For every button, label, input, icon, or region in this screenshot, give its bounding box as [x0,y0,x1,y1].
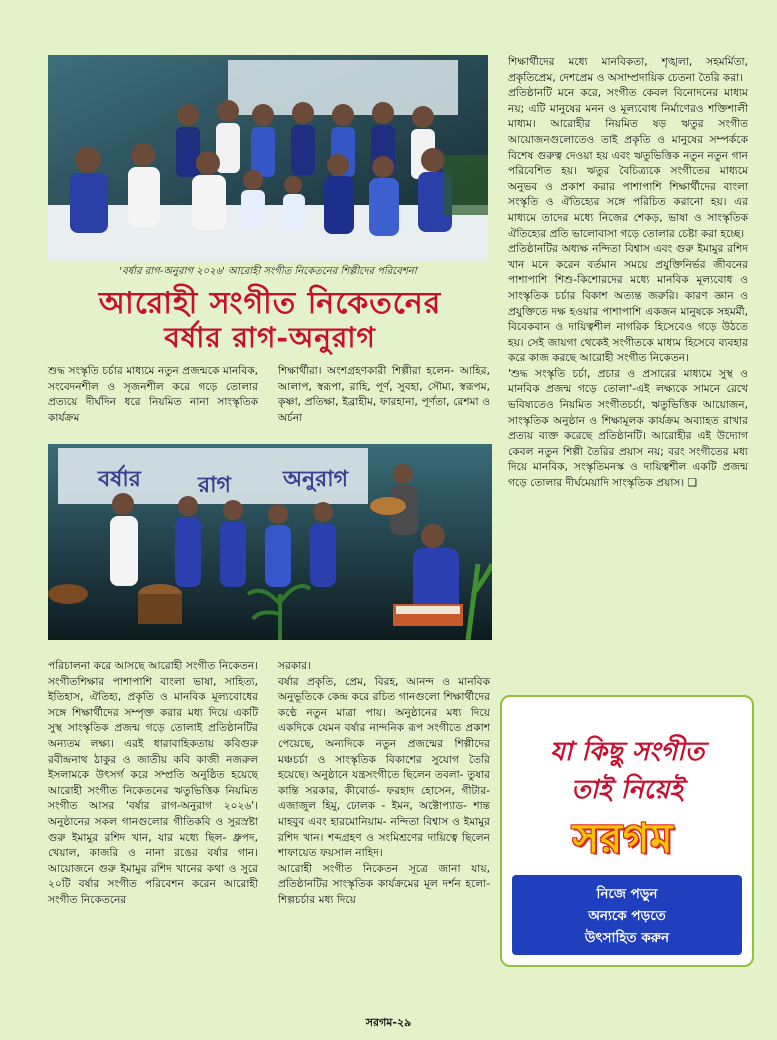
ad-call-to-action [512,875,742,955]
ad-cta-line-1: নিজে পড়ুন [596,886,658,902]
sargam-logo-text: সরগম [572,814,674,862]
sargam-ad [500,695,754,967]
article-paragraph: শিক্ষার্থীদের মধ্যে মানবিকতা, শৃঙ্খলা, সহমর্মিতা, প্রকৃতিপ্রেম, দেশপ্রেম ও অসাম্প্রদায়িক চেতনা তৈরি করা। [508,56,748,84]
article-paragraph: সরকার। [278,660,311,672]
article-paragraph: শুদ্ধ সংস্কৃতি চর্চার মাধ্যমে নতুন প্রজন্মকে মানবিক, সংবেদনশীল ও সৃজনশীল করে গড়ে তোলার প্রত্যয়ে দীর্ঘদিন ধরে নিয়মিত নানা সাংস্কৃতিক কার্যক্রম [48,365,258,424]
ad-slogan-line-2: তাই নিয়েই [571,775,683,805]
article-col1-top [48,364,258,426]
article-paragraph: প্রতিষ্ঠানটির অধ্যক্ষ নন্দিতা বিশ্বাস এবং গুরু ইমামুর রশিদ খান মনে করেন বর্তমান সময়ে প্রযুক্তিনির্ভর জীবনের পাশাপাশি শিশু-কিশোরদের মধ্যে মানবিক মূল্যবোধ ও সাংস্কৃতিক চর্চার বিকাশ অত্যন্ত জরুরি। কারণ জ্ঞান ও প্রযুক্তিতে দক্ষ হওয়ার পাশাপাশি একজন মানুষকে সহমর্মী, বিবেকবান ও দায়িত্বশীল নাগরিক হিসেবেও গড়ে উঠতে হয়। সেই জায়গা থেকেই সংগীতকে মাধ্যম হিসেবে ব্যবহার করে কাজ করছে আরোহী সংগীত নিকেতন। [508,243,748,365]
article-paragraph: বর্ষার প্রকৃতি, প্রেম, বিরহ, আনন্দ ও মানবিক অনুভূতিকে কেন্দ্র করে রচিত গানগুলো শিক্ষার্থীদের কণ্ঠে নতুন মাত্রা পায়। অনুষ্ঠানের মধ্য দিয়ে একদিকে যেমন বর্ষার নান্দনিক রূপ সংগীতে প্রকাশ পেয়েছে, অন্যদিকে নতুন প্রজন্মের শিল্পীদের মঞ্চচর্চা ও সাংস্কৃতিক বিকাশের সুযোগ তৈরি হয়েছে। অনুষ্ঠানে যন্ত্রসংগীতে ছিলেন তবলা- তুষার কান্তি সরকার, কীবোর্ড- ফরহাদ হোসেন, গীটার- এজাজুল হিমু, ঢোলক - ইমন, অক্টোপ্যাড- শান্ত মাহবুব এবং হারমোনিয়াম- নন্দিতা বিশ্বাস ও ইমামুর রশিদ খান। শব্দগ্রহণ ও সংমিশ্রণের দায়িত্বে ছিলেন শাফায়েত ফয়সাল নাহিদ। [278,675,490,860]
article-paragraph: আরোহী সংগীত নিকেতন সূত্রে জানা যায়, প্রতিষ্ঠানটির সাংস্কৃতিক কার্যক্রমের মূল দর্শন হলো- শিল্পচর্চার মধ্য দিয়ে [278,862,490,906]
ad-slogan-line-1: যা কিছু সংগীত [549,737,705,767]
headline-line-2: বর্ষার রাগ-অনুরাগ [164,321,376,354]
banner-word-2: রাগ [198,472,231,498]
group-photo [48,55,488,262]
ad-cta-line-2: অন্যকে পড়তে [588,908,666,924]
photo-caption: 'বর্ষার রাগ-অনুরাগ ২০২৬' আরোহী সংগীত নিকেতনের শিল্পীদের পরিবেশনা [119,266,417,277]
article-col3 [508,55,748,492]
performance-photo-illustration [48,444,492,640]
article-col1-bottom [48,659,258,909]
performance-photo [48,444,492,640]
sargam-logo [560,813,686,867]
article-col2-bottom [278,659,490,909]
article-paragraph: শিক্ষার্থীরা। অংশগ্রহণকারী শিল্পীরা হলেন- আহির, আলাপ, স্বরূপা, রাহি, পূর্ণ, সুবহা, সৌম্য, স্বরূপম, কৃষ্ণা, প্রতিক্ষা, ইব্রাহীম, ফারহানা, পূর্ণতা, রেশমা ও অর্চনা [278,365,490,424]
group-photo-illustration [48,55,488,262]
banner-word-3: অনুরাগ [283,466,349,492]
headline-line-1: আরোহী সংগীত নিকেতনের [98,286,442,321]
article-col2-top [278,364,490,426]
article-paragraph: পরিচালনা করে আসছে আরোহী সংগীত নিকেতন। সংগীতশিক্ষার পাশাপাশি বাংলা ভাষা, সাহিত্য, ইতিহাস, ঐতিহ্য, প্রকৃতি ও মানবিক মূল্যবোধের সঙ্গে শিক্ষার্থীদের সম্পৃক্ত করার মধ্য দিয়ে একটি সুস্থ সাংস্কৃতিক প্রজন্ম গড়ে তোলাই প্রতিষ্ঠানটির অন্যতম লক্ষ্য। এরই ধারাবাহিকতায় কবিগুরু রবীন্দ্রনাথ ঠাকুর ও জাতীয় কবি কাজী নজরুল ইসলামকে উৎসর্গ করে সম্প্রতি অনুষ্ঠিত হয়েছে আরোহী সংগীত নিকেতনের ঋতুভিত্তিক নিয়মিত সংগীত আসর 'বর্ষার রাগ-অনুরাগ ২০২৬'। অনুষ্ঠানের সকল গানগুলোর গীতিকবি ও সুরস্রষ্টা গুরু ইমামুর রশিদ খান, যার মধ্যে ছিল- ধ্রুপদ, খেয়াল, কাজরি ও নানা রঙের বর্ষার গান। আয়োজনে গুরু ইমামুর রশিদ খানের কথা ও সুরে ২০টি বর্ষার সংগীত পরিবেশন করেন আরোহী সংগীত নিকেতনের [48,660,258,906]
page-number: সরগম-২৯ [365,1016,412,1029]
article-paragraph: 'শুদ্ধ সংস্কৃতি চর্চা, প্রচার ও প্রসারের মাধ্যমে সুস্থ ও মানবিক প্রজন্ম গড়ে তোলা'-এই লক্ষ্যকে সামনে রেখে ভবিষ্যতেও নিয়মিত সংগীতচর্চা, ঋতুভিত্তিক আয়োজন, সাংস্কৃতিক অনুষ্ঠান ও শিক্ষামূলক কার্যক্রম অব্যাহত রাখার প্রত্যয় ব্যক্ত করেছে প্রতিষ্ঠানটি। আরোহীর এই উদ্যোগ কেবল নতুন শিল্পী তৈরির প্রয়াস নয়; বরং সংগীতের মধ্য দিয়ে মানবিক, সংস্কৃতিমনস্ক ও দায়িত্বশীল একটি প্রজন্ম গড়ে তোলার দীর্ঘমেয়াদি সাংস্কৃতিক প্রয়াস। ❏ [508,367,748,490]
banner-word-1: বর্ষার [98,466,141,492]
article-paragraph: প্রতিষ্ঠানটি মনে করে, সংগীত কেবল বিনোদনের মাধ্যম নয়; এটি মানুষের মনন ও মূল্যবোধ নির্মাণেরও শক্তিশালী মাধ্যম। আরোহীর নিয়মিত ষড় ঋতুর সংগীত আয়োজনগুলোতেও তাই প্রকৃতি ও মানুষের সম্পর্ককে বিশেষ গুরুত্ব দেওয়া হয় এবং ঋতুভিত্তিক নতুন নতুন গান পরিবেশিত হয়। ঋতুর বৈচিত্র্যকে সংগীতের মাধ্যমে অনুভব ও প্রকাশ করার পাশাপাশি শিক্ষার্থীদের বাংলা সংস্কৃতি ও ঐতিহ্যের সঙ্গে পরিচিত করানো হয়। এর মাধ্যমে তাদের মধ্যে নিজের শেকড়, ভাষা ও সাংস্কৃতিক ঐতিহ্যের প্রতি ভালোবাসা গড়ে তোলার চেষ্টা করা হচ্ছে। [508,87,748,240]
ad-cta-line-3: উৎসাহিত করুন [584,930,670,946]
